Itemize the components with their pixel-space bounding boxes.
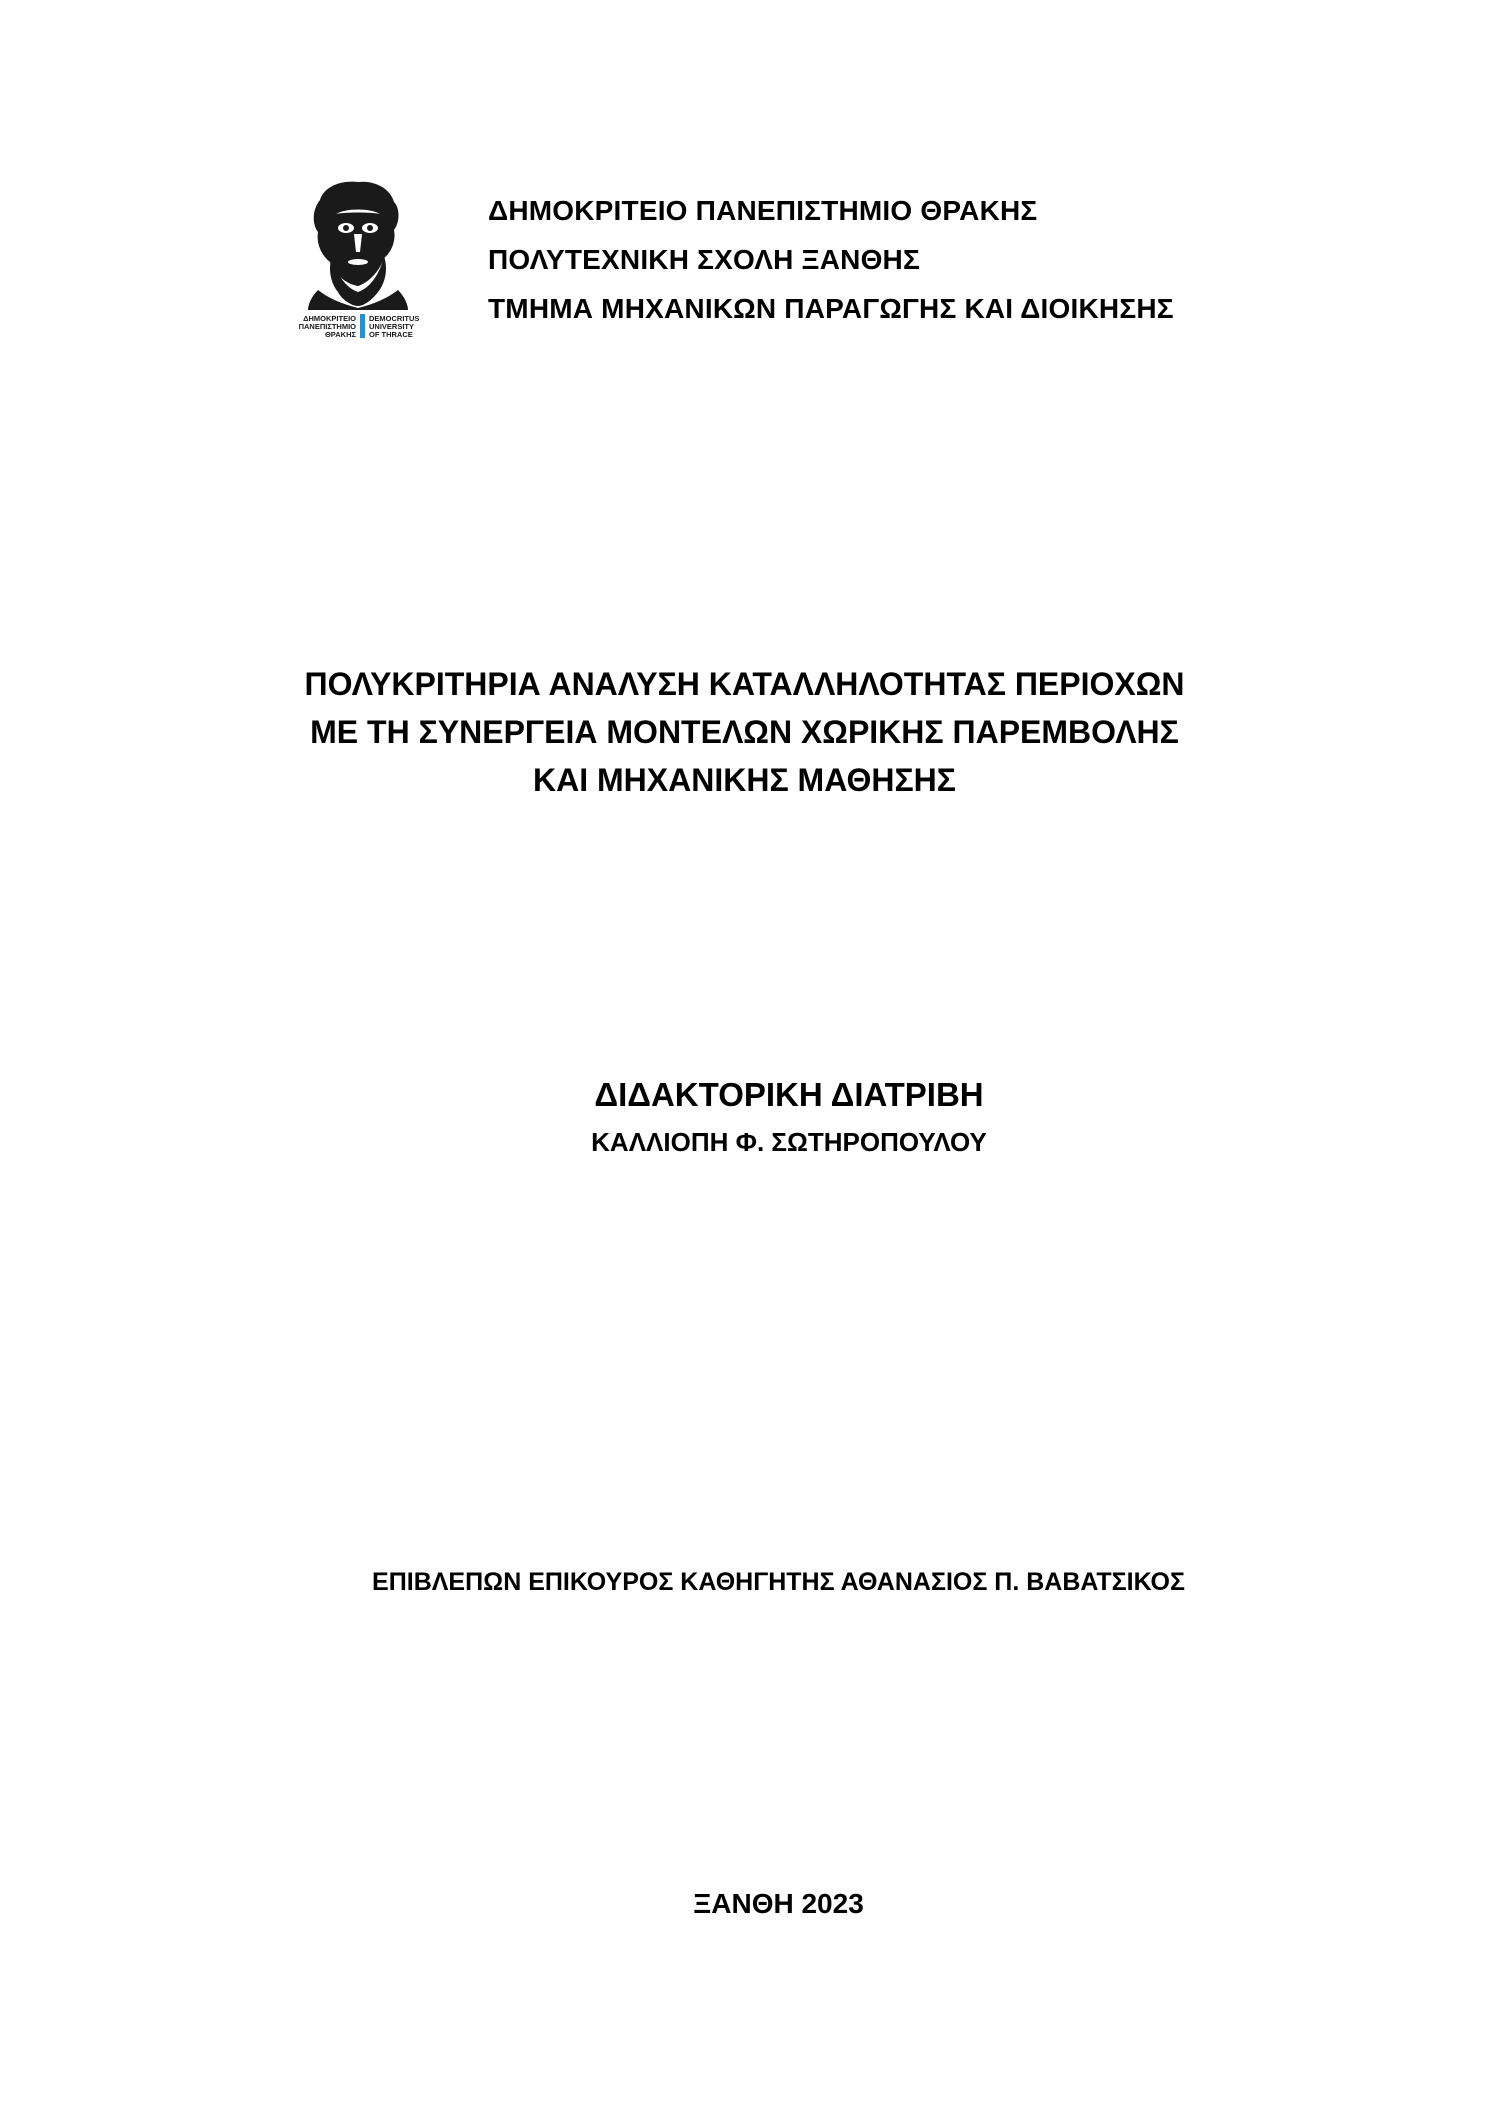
school-name: ΠΟΛΥΤΕΧΝΙΚΗ ΣΧΟΛΗ ΞΑΝΘΗΣ: [488, 244, 920, 275]
logo-english-line3: OF THRACE: [369, 330, 413, 338]
logo-greek-line3: ΘΡΑΚΗΣ: [324, 330, 356, 338]
logo-english-line2: UNIVERSITY: [369, 322, 415, 331]
department-name: ΤΜΗΜΑ ΜΗΧΑΝΙΚΩΝ ΠΑΡΑΓΩΓΗΣ ΚΑΙ ΔΙΟΙΚΗΣΗΣ: [488, 293, 1174, 324]
thesis-type: ΔΙΔΑΚΤΟΡΙΚΗ ΔΙΑΤΡΙΒΗ: [594, 1076, 984, 1113]
author-name: ΚΑΛΛΙΟΠΗ Φ. ΣΩΤΗΡΟΠΟΥΛΟΥ: [591, 1127, 987, 1157]
place-year: ΞΑΝΘΗ 2023: [693, 1888, 864, 1919]
institution-header: [488, 186, 1174, 333]
logo-english-line1: DEMOCRITUS: [369, 314, 420, 323]
logo-greek-line2: ΠΑΝΕΠΙΣΤΗΜΙΟ: [298, 322, 356, 331]
title-line-2: ΜΕ ΤΗ ΣΥΝΕΡΓΕΙΑ ΜΟΝΤΕΛΩΝ ΧΩΡΙΚΗΣ ΠΑΡΕΜΒΟΛΗΣ: [310, 714, 1179, 750]
university-logo: [262, 178, 458, 338]
democritus-bust-logo-icon: [262, 178, 458, 338]
title-line-3: ΚΑΙ ΜΗΧΑΝΙΚΗΣ ΜΑΘΗΣΗΣ: [533, 762, 956, 798]
supervisor-line: ΕΠΙΒΛΕΠΩΝ ΕΠΙΚΟΥΡΟΣ ΚΑΘΗΓΗΤΗΣ ΑΘΑΝΑΣΙΟΣ Π. ΒΑΒΑΤΣΙΚΟΣ: [372, 1568, 1185, 1596]
thesis-title: [0, 660, 1489, 804]
title-line-1: ΠΟΛΥΚΡΙΤΗΡΙΑ ΑΝΑΛΥΣΗ ΚΑΤΑΛΛΗΛΟΤΗΤΑΣ ΠΕΡΙΟΧΩΝ: [304, 666, 1185, 702]
university-name: ΔΗΜΟΚΡΙΤΕΙΟ ΠΑΝΕΠΙΣΤΗΜΙΟ ΘΡΑΚΗΣ: [488, 195, 1038, 226]
logo-greek-line1: ΔΗΜΟΚΡΙΤΕΙΟ: [303, 314, 356, 323]
